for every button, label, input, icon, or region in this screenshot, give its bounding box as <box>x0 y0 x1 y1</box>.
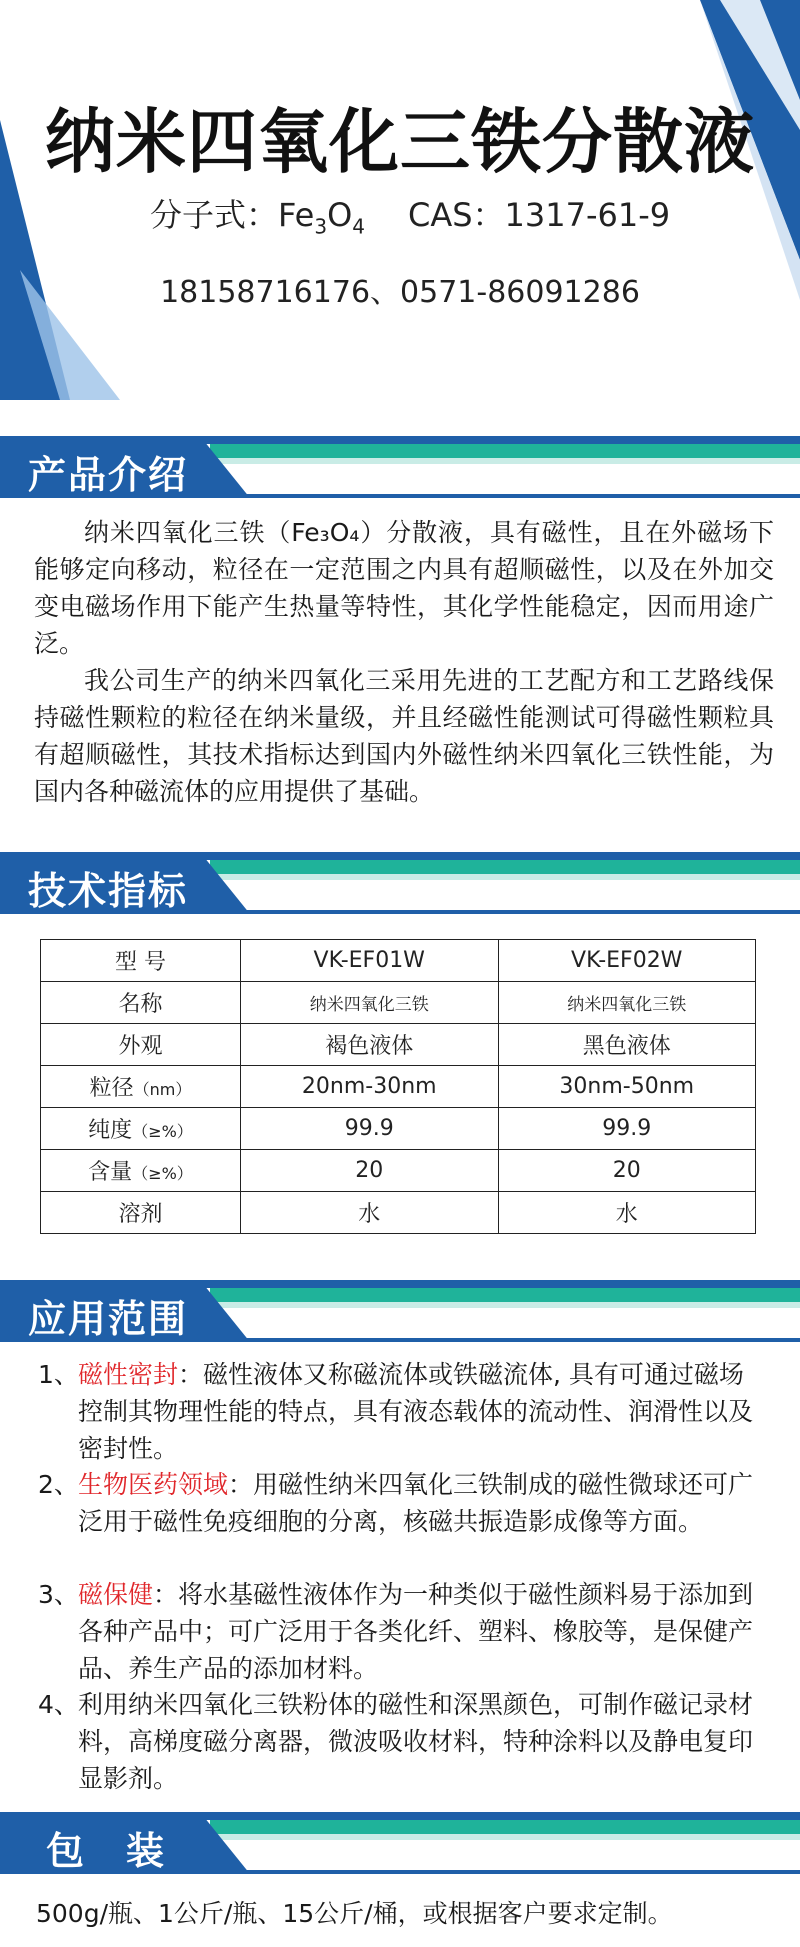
section-banner-packaging <box>0 1812 800 1874</box>
packaging-text: 500g/瓶、1公斤/瓶、15公斤/桶，或根据客户要求定制。 <box>36 1899 673 1928</box>
cas-number: CAS：1317-61-9 <box>408 196 671 234</box>
table-cell: VK-EF01W <box>241 940 499 982</box>
table-cell: 含量（≥%） <box>41 1150 241 1192</box>
table-row <box>41 1066 756 1108</box>
table-cell: 黑色液体 <box>498 1024 756 1066</box>
table-row <box>41 940 756 982</box>
table-row <box>41 982 756 1024</box>
table-row <box>41 1108 756 1150</box>
section-banner-applications <box>0 1280 800 1342</box>
table-cell: 水 <box>498 1192 756 1234</box>
page-title: 纳米四氧化三铁分散液 <box>45 101 755 183</box>
table-cell: 20 <box>498 1150 756 1192</box>
table-cell: 外观 <box>41 1024 241 1066</box>
contact-phone: 18158716176、0571-86091286 <box>160 275 640 310</box>
section-banner-specs <box>0 852 800 914</box>
section-banner-intro <box>0 436 800 498</box>
table-cell: 水 <box>241 1192 499 1234</box>
table-cell: 名称 <box>41 982 241 1024</box>
application-item: 4、 利用纳米四氧化三铁粉体的磁性和深黑颜色，可制作磁记录材料，高梯度磁分离器，微波吸收材料，特种涂料以及静电复印显影剂。 <box>38 1690 754 1793</box>
table-cell: 30nm-50nm <box>498 1066 756 1108</box>
table-row <box>41 1192 756 1234</box>
header <box>0 0 800 400</box>
application-item: 2、 生物医药领域：用磁性纳米四氧化三铁制成的磁性微球还可广泛用于磁性免疫细胞的分离，核磁共振造影成像等方面。 <box>38 1470 754 1536</box>
table-cell: VK-EF02W <box>498 940 756 982</box>
table-cell: 纳米四氧化三铁 <box>498 982 756 1024</box>
table-cell: 20 <box>241 1150 499 1192</box>
table-row <box>41 1024 756 1066</box>
intro-paragraph-2: 我公司生产的纳米四氧化三采用先进的工艺配方和工艺路线保持磁性颗粒的粒径在纳米量级，并且经磁性能测试可得磁性颗粒具有超顺磁性，其技术指标达到国内外磁性纳米四氧化三铁性能，为国内各种磁流体的应用提供了基础。 <box>34 666 774 806</box>
table-cell: 溶剂 <box>41 1192 241 1234</box>
table-cell: 20nm-30nm <box>241 1066 499 1108</box>
section-title-packaging: 包 装 <box>46 1829 167 1873</box>
section-title-specs: 技术指标 <box>28 869 189 913</box>
spec-table <box>40 939 756 1234</box>
table-cell: 纯度（≥%） <box>41 1108 241 1150</box>
table-cell: 纳米四氧化三铁 <box>241 982 499 1024</box>
section-title-intro: 产品介绍 <box>28 453 189 497</box>
molecular-formula: 分子式：$Fe_3O_4$ <box>150 196 366 239</box>
header-decoration <box>0 0 800 400</box>
table-cell: 褐色液体 <box>241 1024 499 1066</box>
intro-paragraph-1: 纳米四氧化三铁（Fe₃O₄）分散液，具有磁性，且在外磁场下能够定向移动，粒径在一定范围之内具有超顺磁性，以及在外加交变电磁场作用下能产生热量等特性，其化学性能稳定，因而用途广泛。 <box>34 518 774 658</box>
section-title-applications: 应用范围 <box>28 1297 189 1341</box>
table-row <box>41 1150 756 1192</box>
table-cell: 粒径（nm） <box>41 1066 241 1108</box>
table-cell: 99.9 <box>498 1108 756 1150</box>
application-item: 1、 磁性密封：磁性液体又称磁流体或铁磁流体, 具有可通过磁场控制其物理性能的特点，具有液态载体的流动性、润滑性以及密封性。 <box>38 1360 754 1463</box>
application-item: 3、 磁保健：将水基磁性液体作为一种类似于磁性颜料易于添加到各种产品中；可广泛用于各类化纤、塑料、橡胶等，是保健产品、养生产品的添加材料。 <box>38 1580 754 1683</box>
table-cell: 型 号 <box>41 940 241 982</box>
table-cell: 99.9 <box>241 1108 499 1150</box>
